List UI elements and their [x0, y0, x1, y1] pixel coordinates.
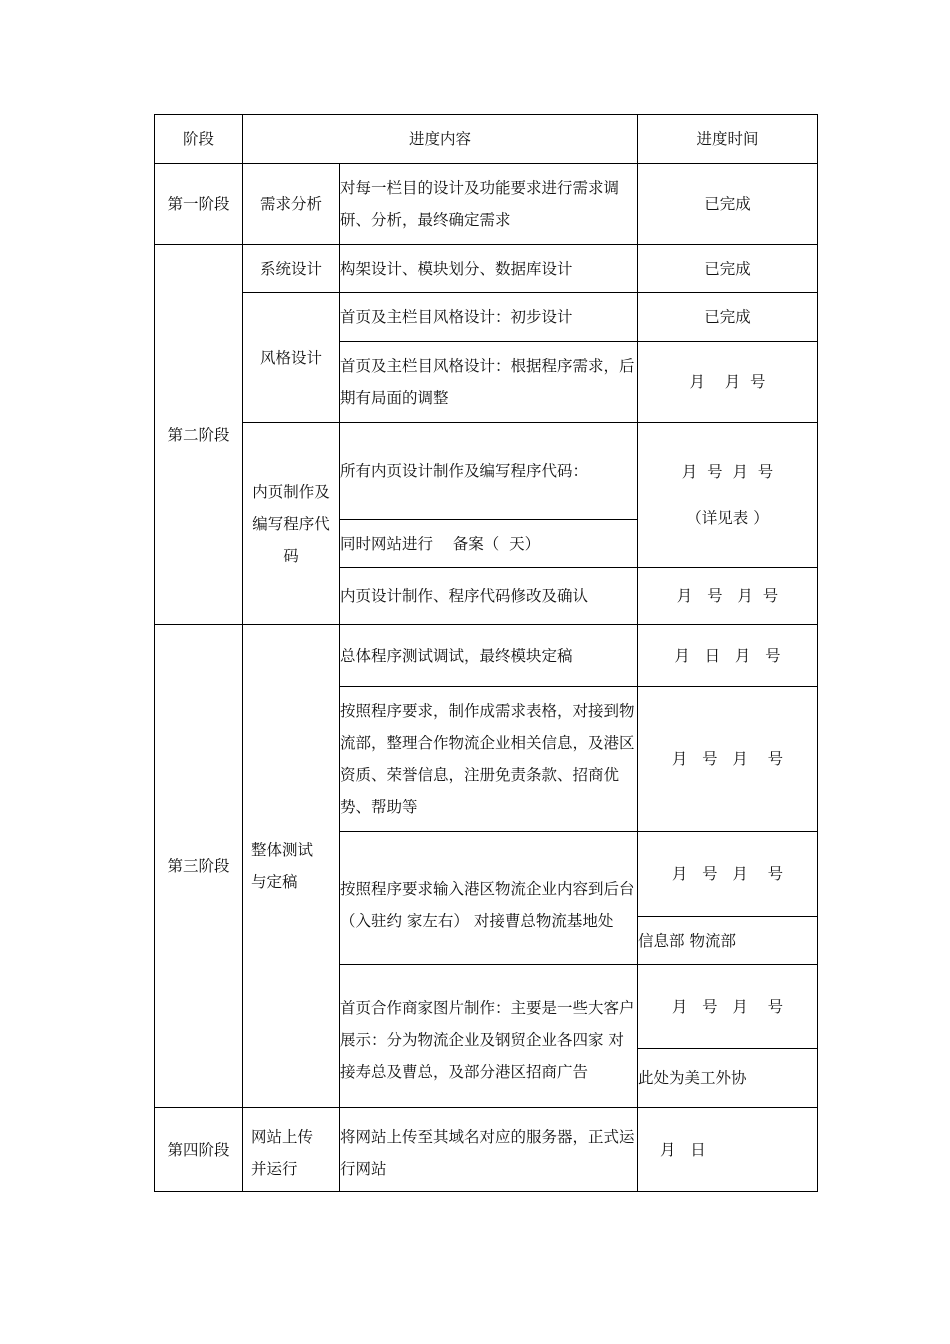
stage2-inner-time-1b: （详见表 ） — [686, 509, 769, 527]
table-row — [155, 423, 818, 520]
table-row — [155, 245, 818, 293]
stage2-name: 第二阶段 — [155, 245, 243, 625]
header-row — [155, 115, 818, 164]
stage3-content-1: 总体程序测试调试，最终模块定稿 — [340, 625, 638, 687]
stage3-time-1: 月 日 月 号 — [638, 625, 818, 687]
stage3-note-3: 信息部 物流部 — [638, 917, 818, 965]
stage4-content: 将网站上传至其域名对应的服务器，正式运行网站 — [340, 1108, 638, 1192]
header-time: 进度时间 — [638, 115, 818, 164]
header-stage: 阶段 — [155, 115, 243, 164]
table-row — [155, 293, 818, 342]
stage3-time-4: 月 号 月 号 — [638, 965, 818, 1049]
stage4-name: 第四阶段 — [155, 1108, 243, 1192]
schedule-sheet — [154, 114, 818, 1192]
stage2-sys-content: 构架设计、模块划分、数据库设计 — [340, 245, 638, 293]
stage2-inner-content-3: 内页设计制作、程序代码修改及确认 — [340, 568, 638, 625]
stage2-style-content-1: 首页及主栏目风格设计：初步设计 — [340, 293, 638, 342]
stage3-note-4: 此处为美工外协 — [638, 1049, 818, 1108]
stage2-style-task: 风格设计 — [243, 293, 340, 423]
stage2-inner-time-1: 月 号 月 号 — [681, 463, 774, 481]
stage3-content-4: 首页合作商家图片制作：主要是一些大客户展示：分为物流企业及钢贸企业各四家 对接寿总及曹总，及部分港区招商广告 — [340, 965, 638, 1108]
stage3-task: 整体测试与定稿 — [243, 625, 340, 1108]
stage1-time: 已完成 — [638, 164, 818, 245]
stage2-sys-task: 系统设计 — [243, 245, 340, 293]
stage2-style-time-1: 已完成 — [638, 293, 818, 342]
stage2-style-time-2: 月 月 号 — [638, 342, 818, 423]
stage2-inner-content-1: 所有内页设计制作及编写程序代码： — [340, 423, 638, 520]
table-row — [155, 625, 818, 687]
stage2-sys-time: 已完成 — [638, 245, 818, 293]
stage1-name: 第一阶段 — [155, 164, 243, 245]
stage3-content-2: 按照程序要求，制作成需求表格，对接到物流部，整理合作物流企业相关信息，及港区资质、荣誉信息，注册免责条款、招商优势、帮助等 — [340, 687, 638, 832]
table-row — [155, 1108, 818, 1192]
stage1-task: 需求分析 — [243, 164, 340, 245]
schedule-table — [154, 114, 818, 1192]
stage2-inner-content-2: 同时网站进行 备案（ 天） — [340, 520, 638, 568]
stage3-content-3: 按照程序要求输入港区物流企业内容到后台（入驻约 家左右） 对接曹总物流基地处 — [340, 832, 638, 965]
stage2-inner-time-3: 月 号 月 号 — [638, 568, 818, 625]
header-content: 进度内容 — [243, 115, 638, 164]
stage1-content: 对每一栏目的设计及功能要求进行需求调研、分析，最终确定需求 — [340, 164, 638, 245]
stage2-style-content-2: 首页及主栏目风格设计：根据程序需求，后期有局面的调整 — [340, 342, 638, 423]
stage3-time-2: 月 号 月 号 — [638, 687, 818, 832]
stage3-time-3: 月 号 月 号 — [638, 832, 818, 917]
stage2-inner-task: 内页制作及编写程序代码 — [243, 423, 340, 625]
stage3-name: 第三阶段 — [155, 625, 243, 1108]
stage4-time: 月 日 — [638, 1108, 818, 1192]
table-row — [155, 164, 818, 245]
stage2-inner-time-cell — [638, 423, 818, 568]
stage4-task: 网站上传并运行 — [243, 1108, 340, 1192]
